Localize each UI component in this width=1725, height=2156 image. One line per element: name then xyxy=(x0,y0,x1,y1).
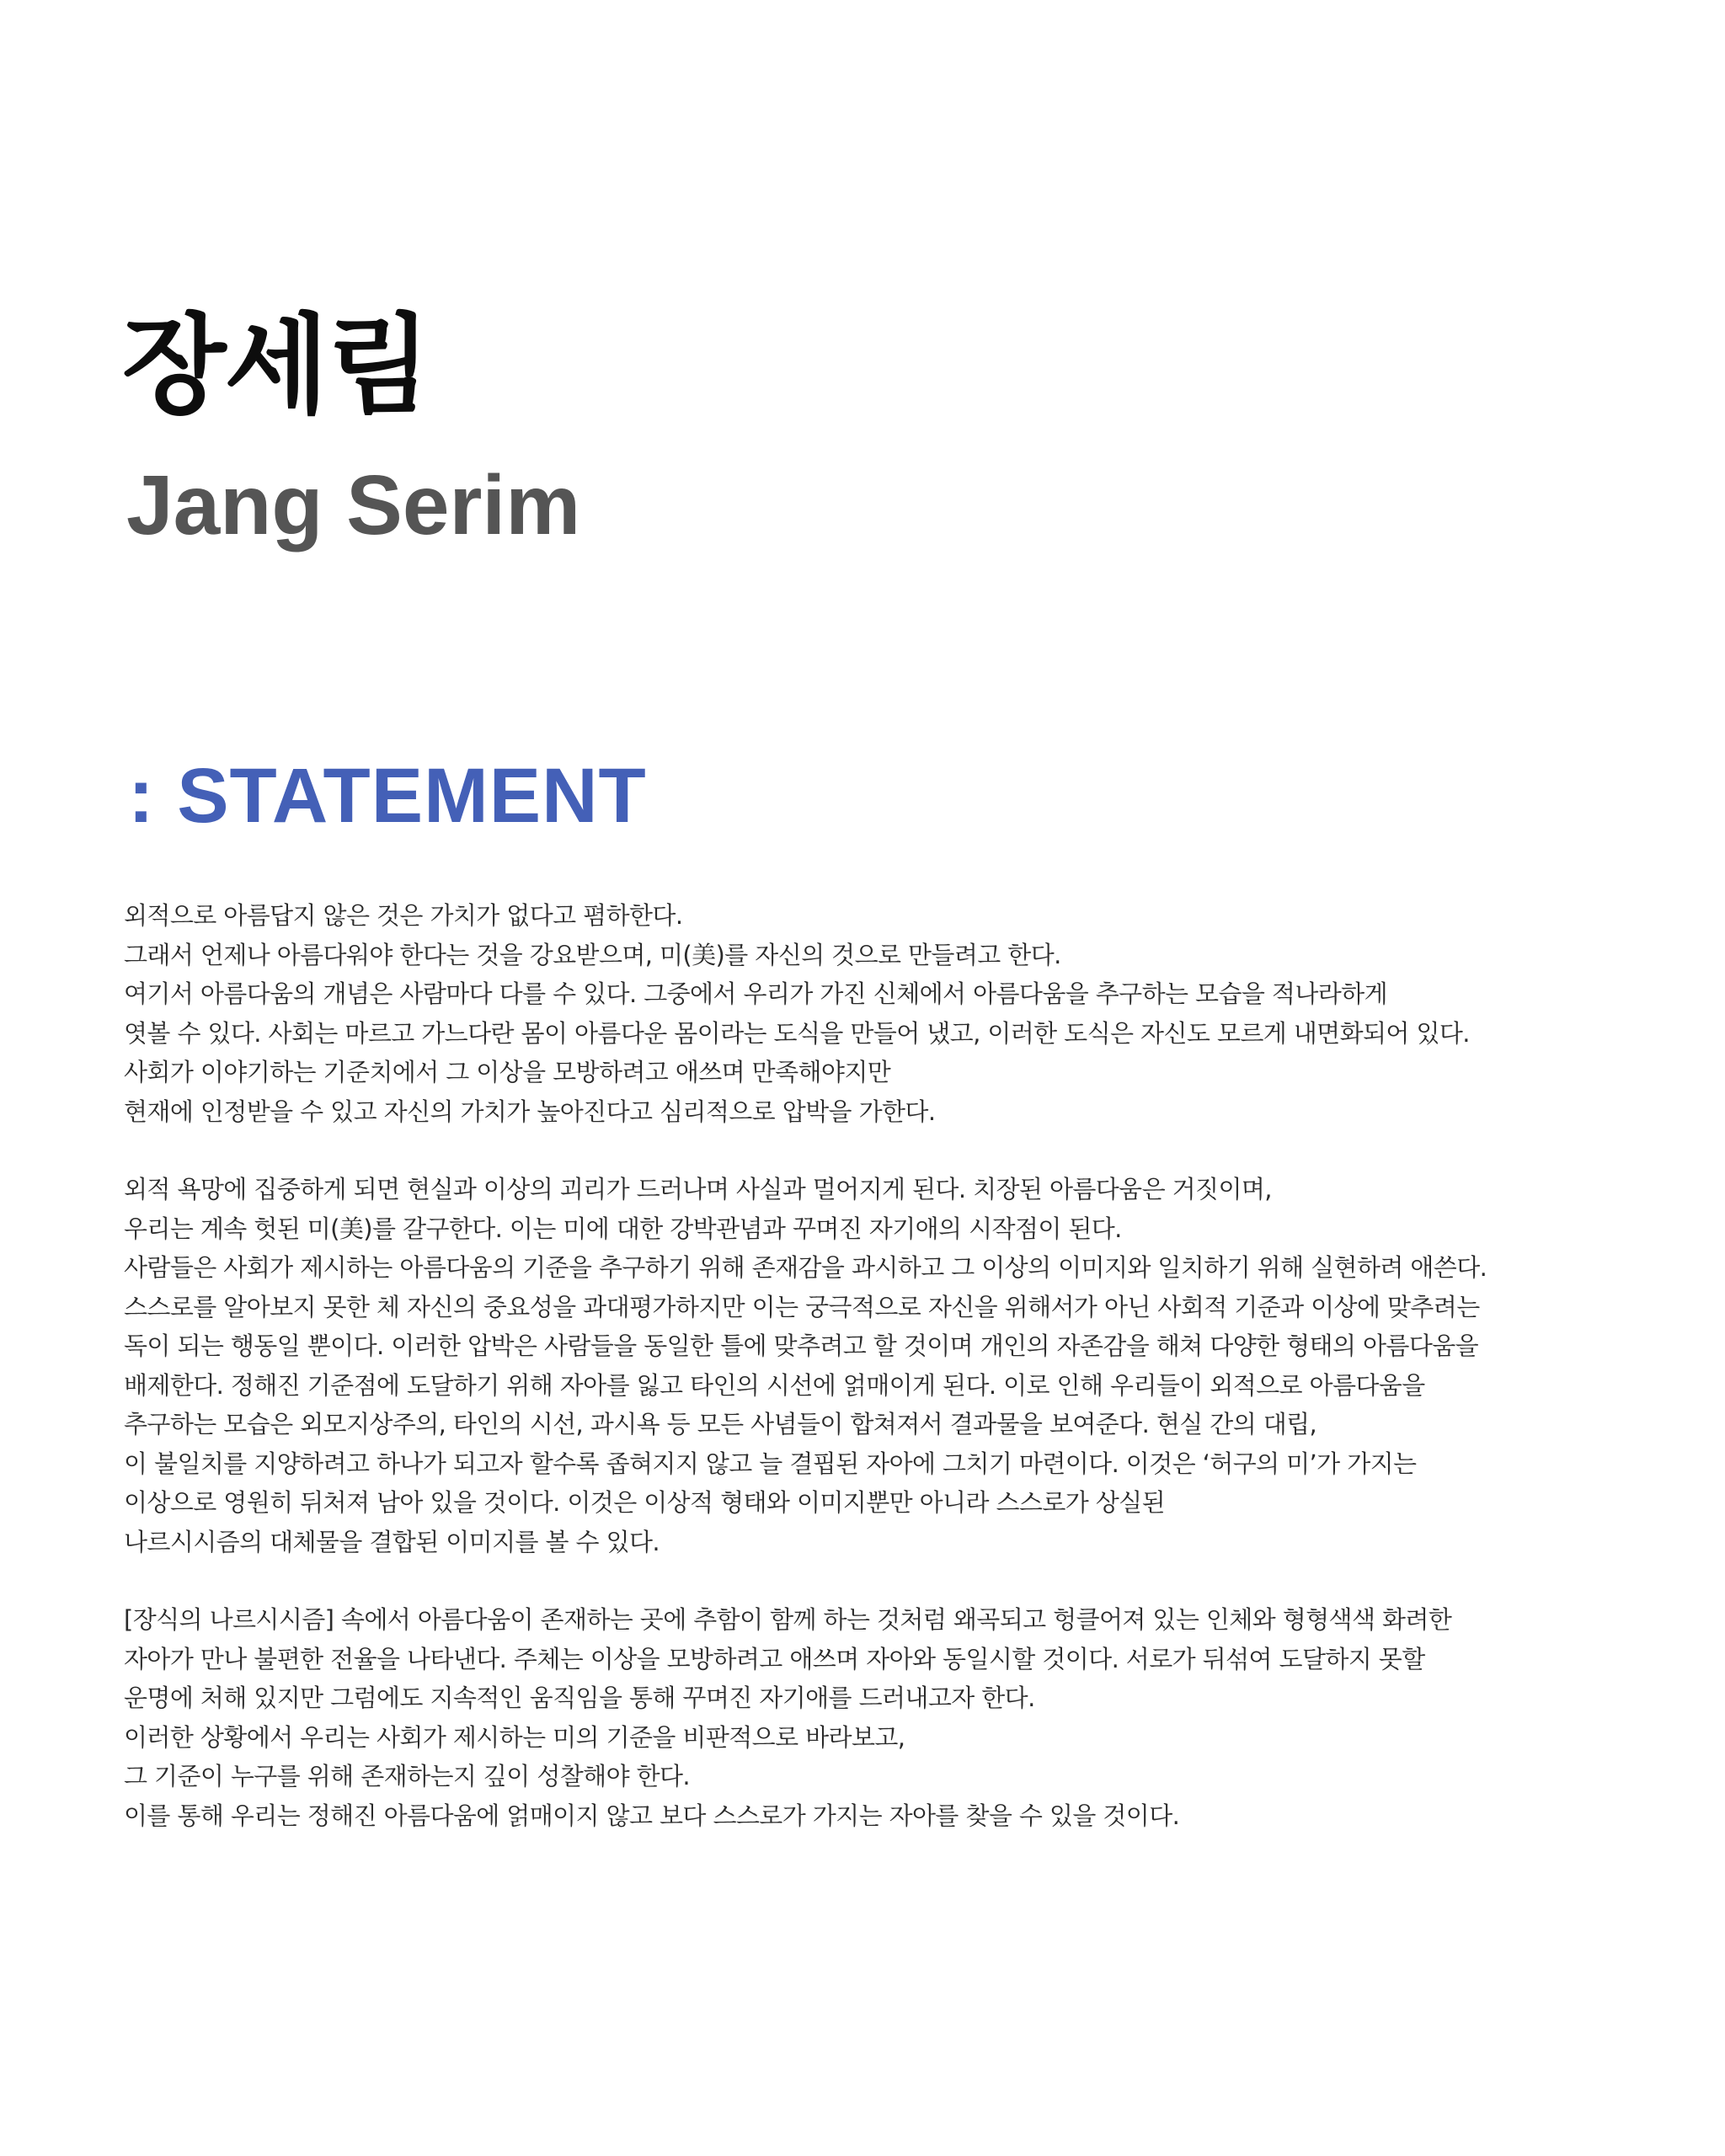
artist-name-english: Jang Serim xyxy=(126,458,581,552)
statement-line: 추구하는 모습은 외모지상주의, 타인의 시선, 과시욕 등 모든 사념들이 합쳐져서 결과물을 보여준다. 현실 간의 대립, xyxy=(124,1410,1317,1438)
statement-line: 사람들은 사회가 제시하는 아름다움의 기준을 추구하기 위해 존재감을 과시하고 그 이상의 이미지와 일치하기 위해 실현하려 애쓴다. xyxy=(124,1253,1487,1282)
statement-line: 현재에 인정받을 수 있고 자신의 가치가 높아진다고 심리적으로 압박을 가한다. xyxy=(124,1097,936,1126)
artist-name-korean: 장세림 xyxy=(122,303,430,429)
statement-line: 나르시시즘의 대체물을 결합된 이미지를 볼 수 있다. xyxy=(124,1527,660,1556)
statement-line: 외적 욕망에 집중하게 되면 현실과 이상의 괴리가 드러나며 사실과 멀어지게 된다. 치장된 아름다움은 거짓이며, xyxy=(124,1175,1272,1203)
statement-line: 배제한다. 정해진 기준점에 도달하기 위해 자아를 잃고 타인의 시선에 얽매이게 된다. 이로 인해 우리들이 외적으로 아름다움을 xyxy=(124,1370,1425,1400)
statement-line: 독이 되는 행동일 뿐이다. 이러한 압박은 사람들을 동일한 틀에 맞추려고 할 것이며 개인의 자존감을 해쳐 다양한 형태의 아름다움을 xyxy=(124,1331,1479,1360)
statement-paragraph-2 xyxy=(124,1170,1690,1561)
statement-line: 우리는 계속 헛된 미(美)를 갈구한다. 이는 미에 대한 강박관념과 꾸며진 자기애의 시작점이 된다. xyxy=(124,1214,1122,1243)
statement-paragraph-1 xyxy=(124,896,1690,1131)
statement-line: 운명에 처해 있지만 그럼에도 지속적인 움직임을 통해 꾸며진 자기애를 드러내고자 한다. xyxy=(124,1684,1035,1712)
statement-line: 그래서 언제나 아름다워야 한다는 것을 강요받으며, 미(美)를 자신의 것으로 만들려고 한다. xyxy=(124,940,1061,969)
statement-body xyxy=(124,896,1690,1874)
statement-line: 이상으로 영원히 뒤처져 남아 있을 것이다. 이것은 이상적 형태와 이미지뿐만 아니라 스스로가 상실된 xyxy=(124,1488,1166,1517)
statement-line: [장식의 나르시시즘] 속에서 아름다움이 존재하는 곳에 추함이 함께 하는 것처럼 왜곡되고 헝클어져 있는 인체와 형형색색 화려한 xyxy=(124,1605,1452,1634)
statement-line: 이러한 상황에서 우리는 사회가 제시하는 미의 기준을 비판적으로 바라보고, xyxy=(124,1722,905,1752)
statement-paragraph-3 xyxy=(124,1600,1690,1835)
statement-line: 이 불일치를 지양하려고 하나가 되고자 할수록 좁혀지지 않고 늘 결핍된 자아에 그치기 마련이다. 이것은 ‘허구의 미’가 가지는 xyxy=(124,1449,1417,1478)
statement-line: 사회가 이야기하는 기준치에서 그 이상을 모방하려고 애쓰며 만족해야지만 xyxy=(124,1058,891,1086)
statement-heading: : STATEMENT xyxy=(128,753,647,839)
statement-line: 자아가 만나 불편한 전율을 나타낸다. 주체는 이상을 모방하려고 애쓰며 자아와 동일시할 것이다. 서로가 뒤섞여 도달하지 못할 xyxy=(124,1644,1425,1673)
statement-line: 스스로를 알아보지 못한 체 자신의 중요성을 과대평가하지만 이는 궁극적으로 자신을 위해서가 아닌 사회적 기준과 이상에 맞추려는 xyxy=(124,1292,1480,1321)
statement-line: 여기서 아름다움의 개념은 사람마다 다를 수 있다. 그중에서 우리가 가진 신체에서 아름다움을 추구하는 모습을 적나라하게 xyxy=(124,979,1387,1008)
statement-line: 이를 통해 우리는 정해진 아름다움에 얽매이지 않고 보다 스스로가 가지는 자아를 찾을 수 있을 것이다. xyxy=(124,1801,1180,1830)
statement-line: 외적으로 아름답지 않은 것은 가치가 없다고 폄하한다. xyxy=(124,901,683,930)
statement-line: 엿볼 수 있다. 사회는 마르고 가느다란 몸이 아름다운 몸이라는 도식을 만들어 냈고, 이러한 도식은 자신도 모르게 내면화되어 있다. xyxy=(124,1018,1470,1048)
statement-line: 그 기준이 누구를 위해 존재하는지 깊이 성찰해야 한다. xyxy=(124,1762,691,1790)
